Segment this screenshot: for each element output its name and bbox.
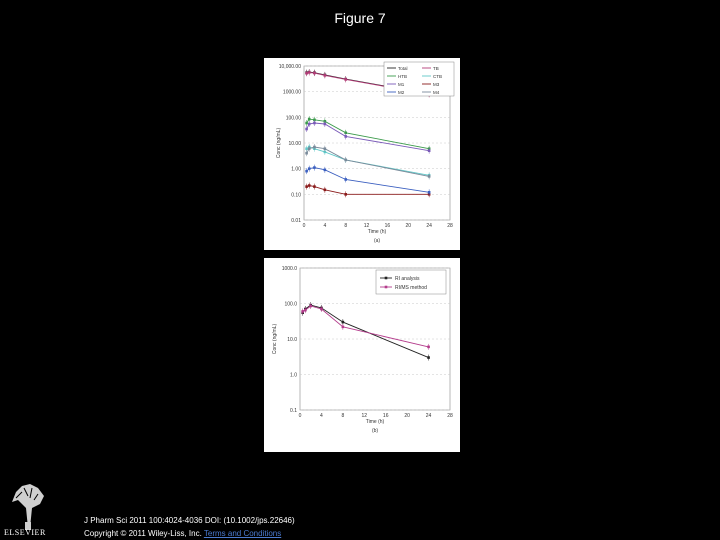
data-point xyxy=(344,135,347,138)
data-point xyxy=(324,147,327,150)
x-axis-label: Time (h) xyxy=(365,419,385,425)
x-tick-label: 24 xyxy=(425,413,432,419)
legend-label: HTB xyxy=(398,74,407,79)
data-point xyxy=(427,356,430,359)
data-point xyxy=(308,123,311,126)
elsevier-tree-logo xyxy=(8,478,48,534)
chart-a-svg xyxy=(264,58,460,250)
data-point xyxy=(344,159,347,162)
data-point xyxy=(313,185,316,188)
legend-label: TB xyxy=(433,66,439,71)
data-point xyxy=(313,166,316,169)
elsevier-logo-text: ELSEVIER xyxy=(4,528,46,537)
series-line xyxy=(303,306,429,347)
data-point xyxy=(428,191,431,194)
x-axis-label: Time (h) xyxy=(367,229,387,235)
data-point xyxy=(344,193,347,196)
data-point xyxy=(313,122,316,125)
x-tick-label: 28 xyxy=(447,223,453,229)
legend-marker xyxy=(385,277,388,280)
data-point xyxy=(313,146,316,149)
y-tick-label: 1.00 xyxy=(291,166,301,173)
y-tick-label: 100.00 xyxy=(285,115,301,122)
y-tick-label: 0.01 xyxy=(291,218,301,224)
data-point xyxy=(324,169,327,172)
panel-label: (a) xyxy=(373,238,381,244)
x-tick-label: 28 xyxy=(447,413,453,419)
legend-marker xyxy=(385,286,388,289)
legend-label: RI/MS method xyxy=(395,285,427,291)
footer xyxy=(84,514,295,540)
y-tick-label: 10,000.00 xyxy=(278,64,301,70)
data-point xyxy=(428,175,431,178)
data-point xyxy=(305,128,308,131)
x-tick-label: 0 xyxy=(298,413,302,419)
data-point xyxy=(324,123,327,126)
data-point xyxy=(344,78,347,81)
data-point xyxy=(308,167,311,170)
data-point xyxy=(305,72,308,75)
y-tick-label: 0.10 xyxy=(291,192,301,199)
x-tick-label: 16 xyxy=(382,413,389,419)
footer-citation: J Pharm Sci 2011 100:4024-4036 DOI: (10.1002/jps.22646) xyxy=(84,516,295,525)
legend-label: CTB xyxy=(433,74,442,79)
data-point xyxy=(313,72,316,75)
data-point xyxy=(304,309,307,312)
data-point xyxy=(308,147,311,150)
data-point xyxy=(305,185,308,188)
y-tick-label: 1.0 xyxy=(290,372,297,379)
data-point xyxy=(308,184,311,187)
data-point xyxy=(320,308,323,311)
legend-label: M2 xyxy=(398,90,405,95)
legend-label: M3 xyxy=(433,82,440,87)
footer-copyright-line xyxy=(84,527,295,540)
data-point xyxy=(305,152,308,155)
terms-link[interactable]: Terms and Conditions xyxy=(203,529,282,538)
y-axis-label: Conc (ng/mL) xyxy=(276,127,282,159)
chart-b-svg xyxy=(264,258,460,452)
x-tick-label: 4 xyxy=(323,223,327,229)
data-point xyxy=(324,189,327,192)
legend-box xyxy=(384,62,454,96)
data-point xyxy=(427,346,430,349)
x-tick-label: 24 xyxy=(426,223,432,229)
legend-label: RI analysis xyxy=(395,276,420,282)
data-point xyxy=(309,305,312,308)
data-point xyxy=(305,170,308,173)
legend-label: Total xyxy=(398,66,408,71)
x-tick-label: 8 xyxy=(344,223,348,229)
chart-panel-a xyxy=(264,58,460,250)
y-tick-label: 1000.00 xyxy=(282,89,301,96)
panel-label: (b) xyxy=(371,428,379,434)
x-tick-label: 12 xyxy=(363,223,370,229)
footer-copyright: Copyright © 2011 Wiley-Liss, Inc. xyxy=(84,529,202,538)
x-tick-label: 20 xyxy=(404,413,410,419)
y-tick-label: 10.00 xyxy=(288,141,301,147)
data-point xyxy=(308,118,311,121)
data-point xyxy=(324,74,327,77)
y-axis-label: Conc (ng/mL) xyxy=(272,323,278,355)
x-tick-label: 4 xyxy=(320,413,323,419)
data-point xyxy=(305,122,308,125)
x-tick-label: 8 xyxy=(341,413,345,419)
slide-title: Figure 7 xyxy=(334,10,386,26)
x-tick-label: 20 xyxy=(405,223,412,229)
y-tick-label: 100.0 xyxy=(284,301,297,308)
data-point xyxy=(301,310,304,313)
y-tick-label: 0.1 xyxy=(290,408,297,414)
data-point xyxy=(344,178,347,181)
x-tick-label: 0 xyxy=(302,223,306,229)
data-point xyxy=(342,321,345,324)
legend-label: M1 xyxy=(398,82,405,87)
y-tick-label: 10.0 xyxy=(287,337,297,343)
data-point xyxy=(305,147,308,150)
x-tick-label: 16 xyxy=(384,223,391,229)
data-point xyxy=(308,71,311,74)
legend-label: M4 xyxy=(433,90,440,95)
x-tick-label: 12 xyxy=(361,413,368,419)
data-point xyxy=(428,149,431,152)
series-line xyxy=(303,305,429,358)
chart-panel-b xyxy=(264,258,460,452)
y-tick-label: 1000.0 xyxy=(281,266,297,272)
data-point xyxy=(342,326,345,329)
